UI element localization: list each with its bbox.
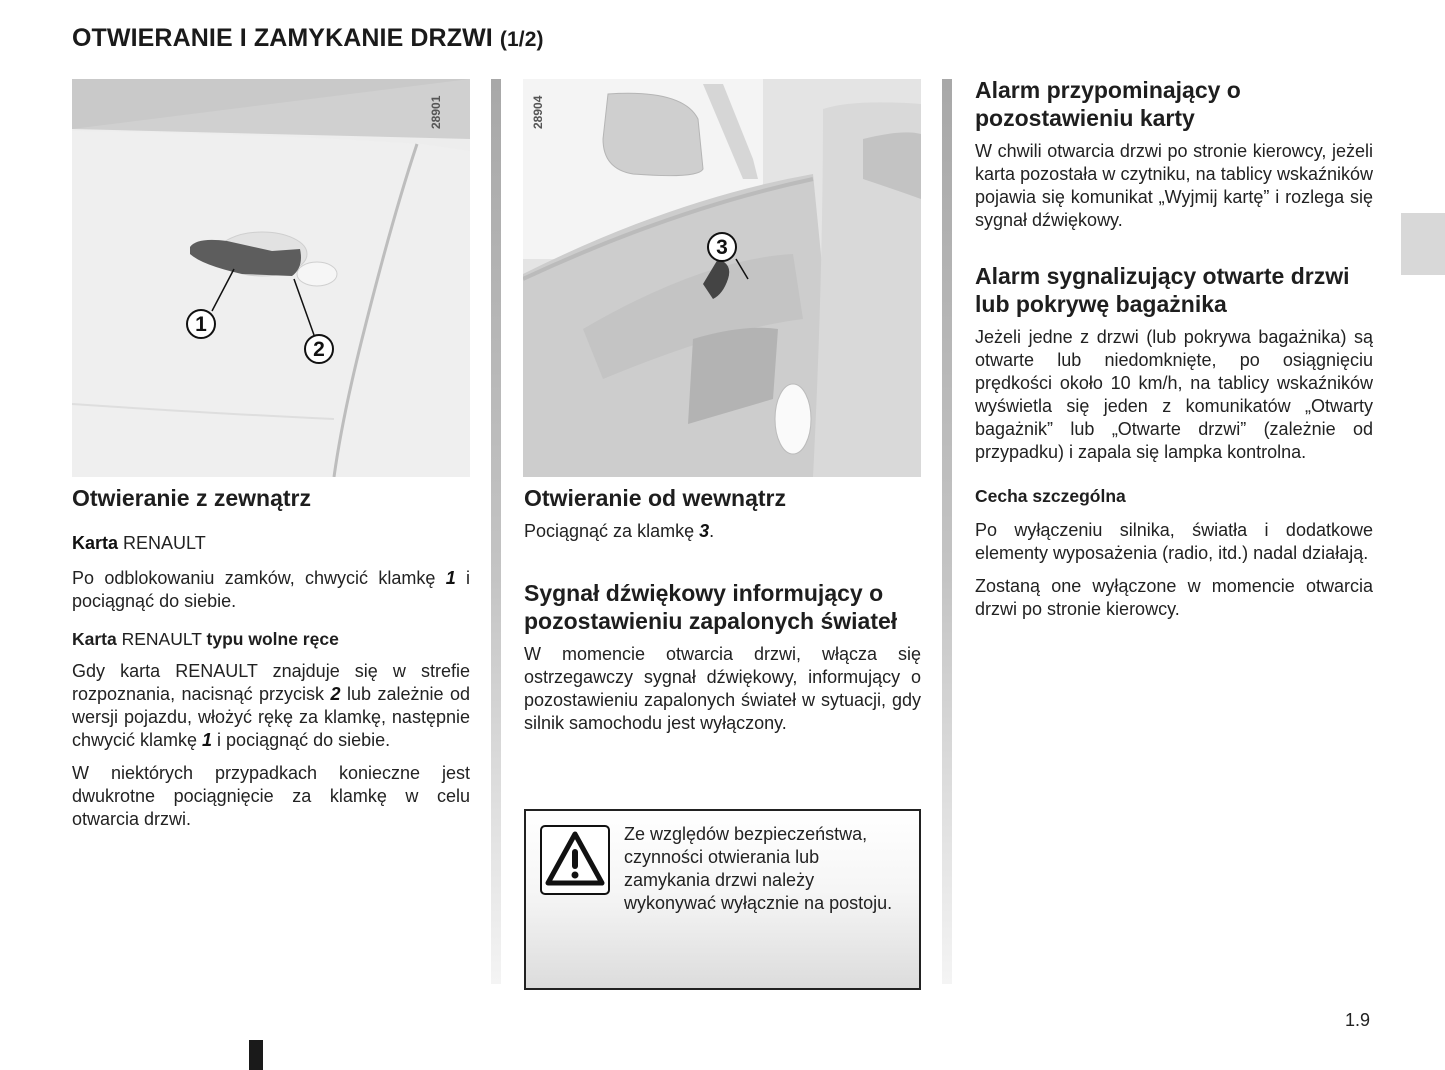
ref-number: 1 (445, 568, 456, 588)
text: Po odblokowaniu zamków, chwycić klamkę (72, 568, 446, 588)
figure-code: 28901 (429, 95, 443, 129)
paragraph: W chwili otwarcia drzwi po stronie kierowcy, jeżeli karta pozostała w czytniku, na tablicy wskaźników pojawia się komunikat „Wyjmij kartę” i rozlega się sygnał dźwiękowy. (975, 141, 1373, 230)
safety-warning-box (524, 809, 921, 990)
page-number: 1.9 (1345, 1010, 1371, 1030)
section-heading: Alarm sygnalizujący otwarte drzwi lub pokrywę bagażnika (975, 263, 1350, 317)
section-heading: Otwieranie od wewnątrz (524, 485, 786, 511)
section-heading: Alarm przypominający o pozostawieniu karty (975, 77, 1241, 131)
subheading-handsfree-card (72, 629, 470, 650)
paragraph (524, 520, 921, 543)
text: Gdy karta RENAULT znajduje się w strefie rozpoznania, nacisnąć przycisk (72, 661, 470, 704)
figure-code: 28904 (531, 95, 545, 129)
column-interior-opening (524, 484, 921, 735)
callout-3: 3 (707, 232, 737, 262)
column-exterior-opening (72, 484, 470, 831)
exterior-door-handle-illustration-icon (72, 79, 470, 477)
page-title-text: OTWIERANIE I ZAMYKANIE DRZWI (72, 24, 493, 52)
ref-number: 3 (699, 521, 710, 541)
column-divider (491, 79, 501, 984)
paragraph: Po wyłączeniu silnika, światła i dodatkowe elementy wyposażenia (radio, itd.) nadal działają. (975, 520, 1373, 563)
column-alarms (975, 76, 1373, 621)
callout-1: 1 (186, 309, 216, 339)
text: lub zależnie od wersji pojazdu, włożyć rękę za klamkę, następnie chwycić klamkę (72, 684, 470, 750)
print-crop-mark (249, 1040, 263, 1070)
subheading-card (72, 532, 470, 555)
chapter-thumb-tab (1401, 213, 1445, 275)
page-part-indicator: (1/2) (499, 28, 544, 51)
page-title (72, 24, 544, 53)
subheading-text: RENAULT (116, 629, 207, 649)
exterior-door-handle-figure (72, 79, 470, 477)
column-divider (942, 79, 952, 984)
section-heading: Otwieranie z zewnątrz (72, 485, 312, 511)
subheading-bold: Karta (72, 629, 117, 649)
callout-2: 2 (304, 334, 334, 364)
subheading-bold: typu wolne ręce (206, 629, 339, 649)
text: . (709, 521, 715, 541)
ref-number: 1 (202, 730, 213, 750)
text: i pociągnąć do siebie. (72, 568, 471, 611)
warning-text: Ze względów bezpieczeństwa, czynności otwierania lub zamykania drzwi należy wykonywać wyłącznie na postoju. (624, 824, 893, 913)
ref-number: 2 (330, 684, 341, 704)
paragraph: Jeżeli jedne z drzwi (lub pokrywa bagażnika) są otwarte lub niedomknięte, po osiągnięciu prędkości około 10 km/h, na tablicy wskaźników wyświetla się jeden z komunikatów „Otwarty bagażnik” lub „Otwarte drzwi” (zależnie od przypadku) i zapala się lampka kontrolna. (975, 327, 1373, 462)
section-heading: Sygnał dźwiękowy informujący o pozostawieniu zapalonych świateł (524, 580, 898, 634)
paragraph: W momencie otwarcia drzwi, włącza się ostrzegawczy sygnał dźwiękowy, informujący o pozostawieniu zapalonych świateł w sytuacji, gdy silnik samochodu jest wyłączony. (524, 644, 921, 733)
warning-triangle-icon (540, 825, 610, 895)
paragraph: W niektórych przypadkach konieczne jest dwukrotne pociągnięcie za klamkę w celu otwarcia drzwi. (72, 763, 470, 829)
text: Pociągnąć za klamkę (524, 521, 700, 541)
subheading-bold: Karta (72, 533, 119, 553)
interior-door-handle-illustration-icon (523, 79, 921, 477)
interior-door-handle-figure (523, 79, 921, 477)
subheading: Cecha szczególna (975, 486, 1126, 506)
subheading-text: RENAULT (118, 533, 206, 553)
paragraph: Zostaną one wyłączone w momencie otwarcia drzwi po stronie kierowcy. (975, 576, 1373, 619)
paragraph (72, 660, 470, 752)
text: i pociągnąć do siebie. (212, 730, 391, 750)
paragraph (72, 567, 470, 613)
